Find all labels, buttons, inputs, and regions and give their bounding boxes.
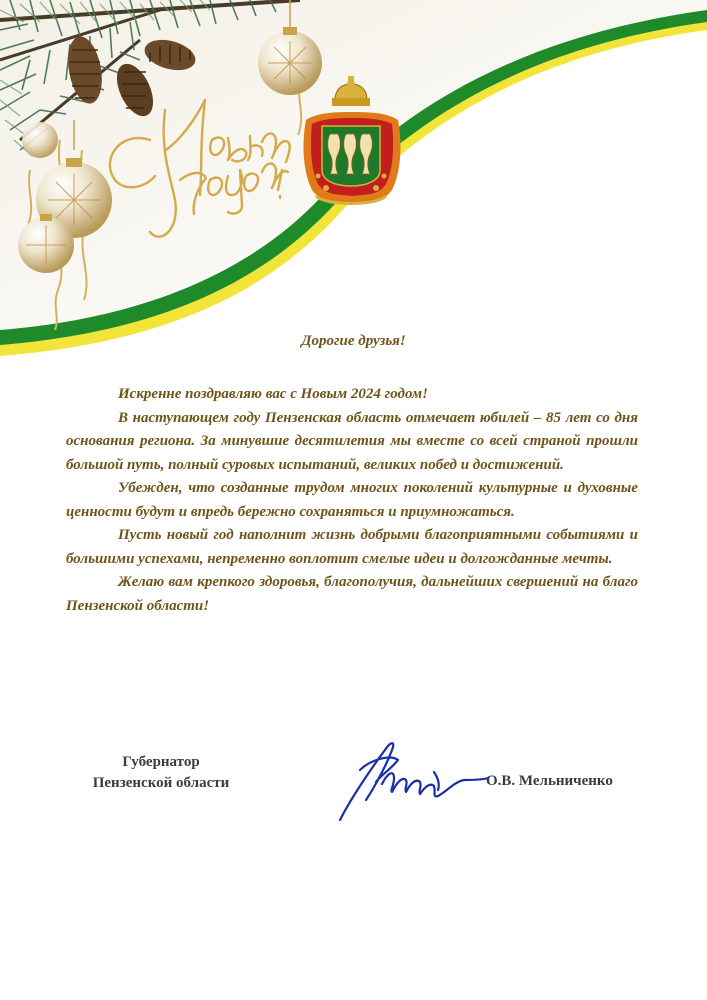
header-decoration [0, 0, 707, 360]
letter-body [66, 383, 638, 618]
paragraph: Убежден, что созданные трудом многих поколений культурные и духовные ценности будут и впредь бережно сохраняться и приумножаться. [66, 480, 638, 520]
paragraph: В наступающем году Пензенская область отмечает юбилей – 85 лет со дня основания региона. За минувшие десятилетия мы вместе со всей страной прошли большой путь, полный суровых испытаний, великих побед и достижений. [66, 409, 638, 473]
signer-position [66, 752, 256, 794]
signer-name: О.В. Мельниченко [486, 773, 613, 789]
salutation-heading: Дорогие друзья! [301, 333, 406, 349]
signer-position-line2: Пензенской области [92, 775, 230, 791]
paragraph: Желаю вам крепкого здоровья, благополучия, дальнейших свершений на благо Пензенской области! [66, 574, 638, 614]
paragraph: Пусть новый год наполнит жизнь добрыми благоприятными событиями и большими успехами, непременно воплотит смелые идеи и долгожданные мечты. [66, 527, 638, 567]
signature-block [0, 752, 707, 872]
paragraph: Искренне поздравляю вас с Новым 2024 годом! [118, 386, 429, 402]
ornament-ball-icon [22, 122, 58, 158]
signer-position-line1: Губернатор [122, 754, 200, 770]
handwritten-signature-icon [330, 730, 500, 830]
